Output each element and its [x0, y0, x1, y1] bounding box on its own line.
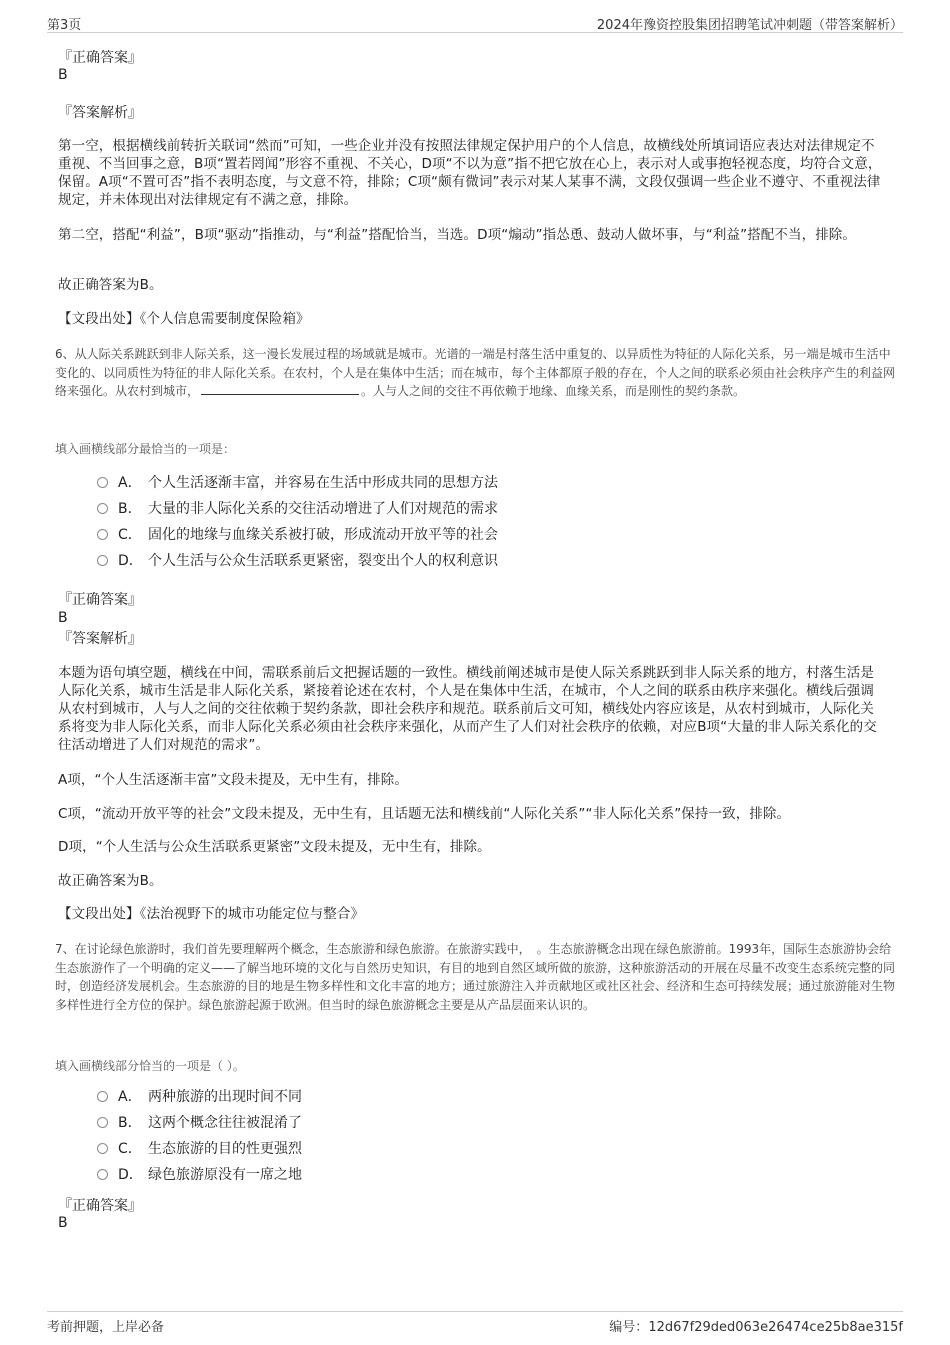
document-code: [609, 1316, 903, 1335]
q7-correct-label: 『正确答案』: [58, 1198, 142, 1214]
q5-correct-label: 『正确答案』: [58, 50, 142, 66]
radio-icon[interactable]: [97, 503, 108, 514]
q5-conclusion: 故正确答案为B。: [58, 277, 163, 293]
q6-analysis-paragraph-1: 本题为语句填空题，横线在中间，需联系前后文把握话题的一致性。横线前阐述城市是使人际关系跳跃到非人际关系的地方，村落生活是人际化关系，城市生活是非人际化关系，紧接着论述在农村，个人是在集体中生活，在城市，个人之间的联系由秩序来强化。横线后强调从农村到城市，人与人之间的交往依赖于契约条款，即社会秩序和规范。联系前后文可知，横线处内容应该是，从农村到城市，人际化关系将变为非人际化关系，而非人际化关系必须由社会秩序来强化，从而产生了人们对社会秩序的依赖，对应B项“大量的非人际关系化的交往活动增进了人们对规范的需求”。: [58, 665, 877, 753]
radio-icon[interactable]: [97, 1117, 108, 1128]
radio-icon[interactable]: [97, 555, 108, 566]
q5-analysis-paragraph-2: 第二空，搭配“利益”，B项“驱动”指推动，与“利益”搭配恰当，当选。D项“煽动”指怂恿、鼓动人做坏事，与“利益”搭配不当，排除。: [58, 227, 856, 243]
q7-stem: 7、在讨论绿色旅游时，我们首先要理解两个概念，生态旅游和绿色旅游。在旅游实践中， 。生态旅游概念出现在绿色旅游前。1993年，国际生态旅游协会给生态旅游作了一个明确的定义——了解当地环境的文化与自然历史知识，有目的地到自然区域所做的旅游，这种旅游活动的开展在尽量不改变生态系统完整的同时，创造经济发展机会。生态旅游的目的地是生物多样性和文化丰富的地方；通过旅游注入并贡献地区或社区社会、经济和生态可持续发展；通过旅游能对生物多样性进行全方位的保护。绿色旅游起源于欧洲。但当时的绿色旅游概念主要是从产品层面来认识的。: [55, 942, 896, 1012]
q7-option-c[interactable]: C． 生态旅游的目的性更强烈: [97, 1139, 302, 1159]
q6-conclusion: 故正确答案为B。: [58, 873, 163, 889]
q6-analysis-option-a: A项，“个人生活逐渐丰富”文段未提及，无中生有，排除。: [58, 772, 408, 788]
q7-answer: B: [58, 1215, 68, 1231]
q6-option-b[interactable]: B． 大量的非人际化关系的交往活动增进了人们对规范的需求: [97, 499, 498, 519]
q6-fill-blank: [201, 383, 359, 395]
q5-source: 【文段出处】《个人信息需要制度保险箱》: [58, 311, 310, 327]
page-footer: [47, 1311, 903, 1334]
q6-option-a[interactable]: A． 个人生活逐渐丰富，并容易在生活中形成共同的思想方法: [97, 473, 498, 493]
q6-option-d[interactable]: D． 个人生活与公众生活联系更紧密，裂变出个人的权利意识: [97, 551, 498, 571]
q6-correct-label: 『正确答案』: [58, 592, 142, 608]
document-code-value: 12d67f29ded063e26474ce25b8ae315f: [648, 1320, 903, 1335]
q6-stem-before: 6、从人际关系跳跃到非人际关系，这一漫长发展过程的场域就是城市。光谱的一端是村落生活中重复的、以异质性为特征的人际化关系，另一端是城市生活中变化的、以同质性为特征的非人际化关系。在农村，个人是在集体中生活；而在城市，每个主体都原子般的存在，个人之间的联系必须由社会秩序产生的利益网络来强化。从农村到城市，: [55, 347, 896, 398]
footer-slogan: 考前押题，上岸必备: [47, 1320, 165, 1335]
q5-analysis-paragraph-1: 第一空，根据横线前转折关联词“然而”可知，一些企业并没有按照法律规定保护用户的个人信息，故横线处所填词语应表达对法律规定不重视、不当回事之意，B项“置若罔闻”形容不重视、不关心，D项“不以为意”指不把它放在心上，表示对人或事抱轻视态度，均符合文意，保留。A项“不置可否”指不表明态度，与文意不符，排除；C项“颇有微词”表示对某人某事不满，文段仅强调一些企业不遵守、不重视法律规定，并未体现出对法律规定有不满之意，排除。: [58, 138, 882, 208]
q6-instruction: 填入画横线部分最恰当的一项是：: [55, 442, 236, 456]
q6-option-c[interactable]: C． 固化的地缘与血缘关系被打破，形成流动开放平等的社会: [97, 525, 498, 545]
radio-icon[interactable]: [97, 1169, 108, 1180]
radio-icon[interactable]: [97, 477, 108, 488]
q6-analysis-option-c: C项，“流动开放平等的社会”文段未提及，无中生有，且话题无法和横线前“人际化关系”“非人际化关系”保持一致，排除。: [58, 806, 791, 822]
page-number: 第3页: [47, 18, 82, 33]
q6-source: 【文段出处】《法治视野下的城市功能定位与整合》: [58, 906, 365, 922]
q5-analysis-label: 『答案解析』: [58, 105, 142, 121]
radio-icon[interactable]: [97, 529, 108, 540]
q6-stem-after: 。人与人之间的交往不再依赖于地缘、血缘关系，而是刚性的契约条款。: [361, 384, 746, 398]
q7-option-a[interactable]: A． 两种旅游的出现时间不同: [97, 1087, 302, 1107]
q5-answer: B: [58, 67, 68, 83]
document-title: 2024年豫资控股集团招聘笔试冲刺题（带答案解析）: [596, 18, 903, 33]
q7-option-b[interactable]: B． 这两个概念往往被混淆了: [97, 1113, 302, 1133]
radio-icon[interactable]: [97, 1091, 108, 1102]
q6-answer: B: [58, 610, 68, 626]
q7-instruction: 填入画横线部分恰当的一项是（ ）。: [55, 1059, 245, 1073]
q6-stem: [55, 345, 895, 401]
q6-analysis-label: 『答案解析』: [58, 631, 142, 647]
document-code-label: 编号：: [609, 1320, 649, 1335]
q7-option-d[interactable]: D． 绿色旅游原没有一席之地: [97, 1165, 302, 1185]
radio-icon[interactable]: [97, 1143, 108, 1154]
q6-analysis-option-d: D项，“个人生活与公众生活联系更紧密”文段未提及，无中生有，排除。: [58, 839, 491, 855]
page-header: [47, 12, 903, 33]
